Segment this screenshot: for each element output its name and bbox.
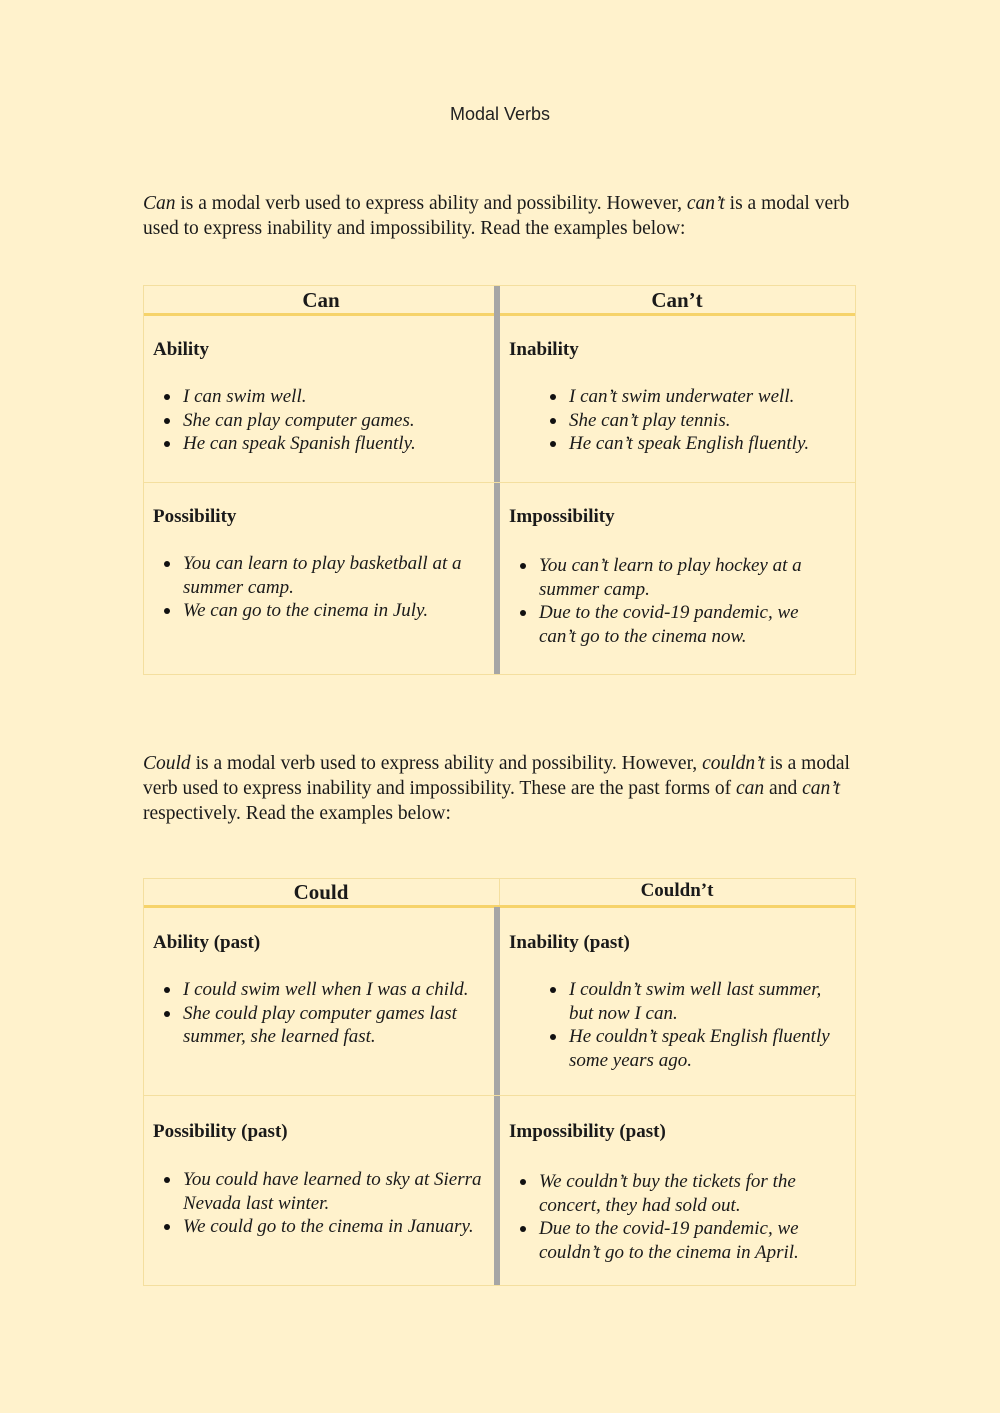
ability-list <box>153 385 483 456</box>
table-header <box>144 879 855 908</box>
list-item: I could swim well when I was a child. <box>153 978 483 1002</box>
list-item: I couldn’t swim well last summer, but now I can. <box>509 978 839 1025</box>
intro-text: is a modal verb used to express ability and possibility. However, <box>190 753 703 774</box>
column-divider <box>494 907 500 1285</box>
intro-text: is a modal verb used to express inability and impossibility. Read the examples below: <box>143 193 850 239</box>
list-item: You can learn to play basketball at a summer camp. <box>153 552 483 599</box>
list-item: She can play computer games. <box>153 409 483 433</box>
row-divider <box>144 482 855 483</box>
intro-text: is a modal verb used to express inability and impossibility. These are the past forms of <box>143 753 850 799</box>
list-item: He couldn’t speak English fluently some years ago. <box>509 1025 839 1072</box>
cell-ability <box>153 338 483 456</box>
inability-past-list <box>509 978 839 1072</box>
list-item: You can’t learn to play hockey at a summer camp. <box>509 554 839 601</box>
heading-possibility: Possibility <box>153 506 237 527</box>
heading-ability: Ability <box>153 339 209 360</box>
cell-inability <box>509 338 839 456</box>
term-couldnt: couldn’t <box>702 753 765 774</box>
can-cant-table <box>143 285 856 675</box>
term-cant: can’t <box>802 778 840 799</box>
intro-text: and <box>764 778 803 799</box>
list-item: I can’t swim underwater well. <box>509 385 839 409</box>
cell-inability-past <box>509 931 839 1072</box>
header-couldnt: Couldn’t <box>640 880 714 901</box>
list-item: We couldn’t buy the tickets for the concert, they had sold out. <box>509 1170 839 1217</box>
heading-inability: Inability <box>509 339 579 360</box>
list-item: Due to the covid-19 pandemic, we can’t go to the cinema now. <box>509 601 839 648</box>
header-cant: Can’t <box>651 288 703 312</box>
heading-inability-past: Inability (past) <box>509 932 630 953</box>
cell-possibility-past <box>153 1120 483 1239</box>
list-item: We could go to the cinema in January. <box>153 1215 483 1239</box>
row-divider <box>144 1095 855 1096</box>
list-item: Due to the covid-19 pandemic, we couldn’t go to the cinema in April. <box>509 1217 839 1264</box>
term-could: Could <box>143 753 191 774</box>
cell-possibility <box>153 505 483 623</box>
heading-impossibility-past: Impossibility (past) <box>509 1121 666 1142</box>
list-item: She can’t play tennis. <box>509 409 839 433</box>
cell-ability-past <box>153 931 483 1049</box>
list-item: He can speak Spanish fluently. <box>153 432 483 456</box>
intro-text: respectively. Read the examples below: <box>143 803 451 824</box>
could-couldnt-table <box>143 878 856 1286</box>
impossibility-past-list <box>509 1170 839 1264</box>
column-divider <box>494 286 500 674</box>
intro-paragraph-can <box>143 191 857 241</box>
list-item: I can swim well. <box>153 385 483 409</box>
list-item: You could have learned to sky at Sierra Nevada last winter. <box>153 1168 483 1215</box>
cell-impossibility-past <box>509 1120 839 1264</box>
inability-list <box>509 385 839 456</box>
list-item: He can’t speak English fluently. <box>509 432 839 456</box>
heading-possibility-past: Possibility (past) <box>153 1121 288 1142</box>
header-could: Could <box>293 880 349 904</box>
term-can: Can <box>143 193 176 214</box>
heading-impossibility: Impossibility <box>509 506 615 527</box>
heading-ability-past: Ability (past) <box>153 932 261 953</box>
impossibility-list <box>509 554 839 648</box>
intro-text: is a modal verb used to express ability and possibility. However, <box>175 193 687 214</box>
term-cant: can’t <box>686 193 725 214</box>
cell-impossibility <box>509 505 839 648</box>
list-item: We can go to the cinema in July. <box>153 599 483 623</box>
possibility-past-list <box>153 1168 483 1239</box>
intro-paragraph-could <box>143 751 857 826</box>
list-item: She could play computer games last summer, she learned fast. <box>153 1002 483 1049</box>
page-title: Modal Verbs <box>449 104 551 124</box>
possibility-list <box>153 552 483 623</box>
ability-past-list <box>153 978 483 1049</box>
term-can: can <box>736 778 765 799</box>
header-can: Can <box>302 288 340 312</box>
